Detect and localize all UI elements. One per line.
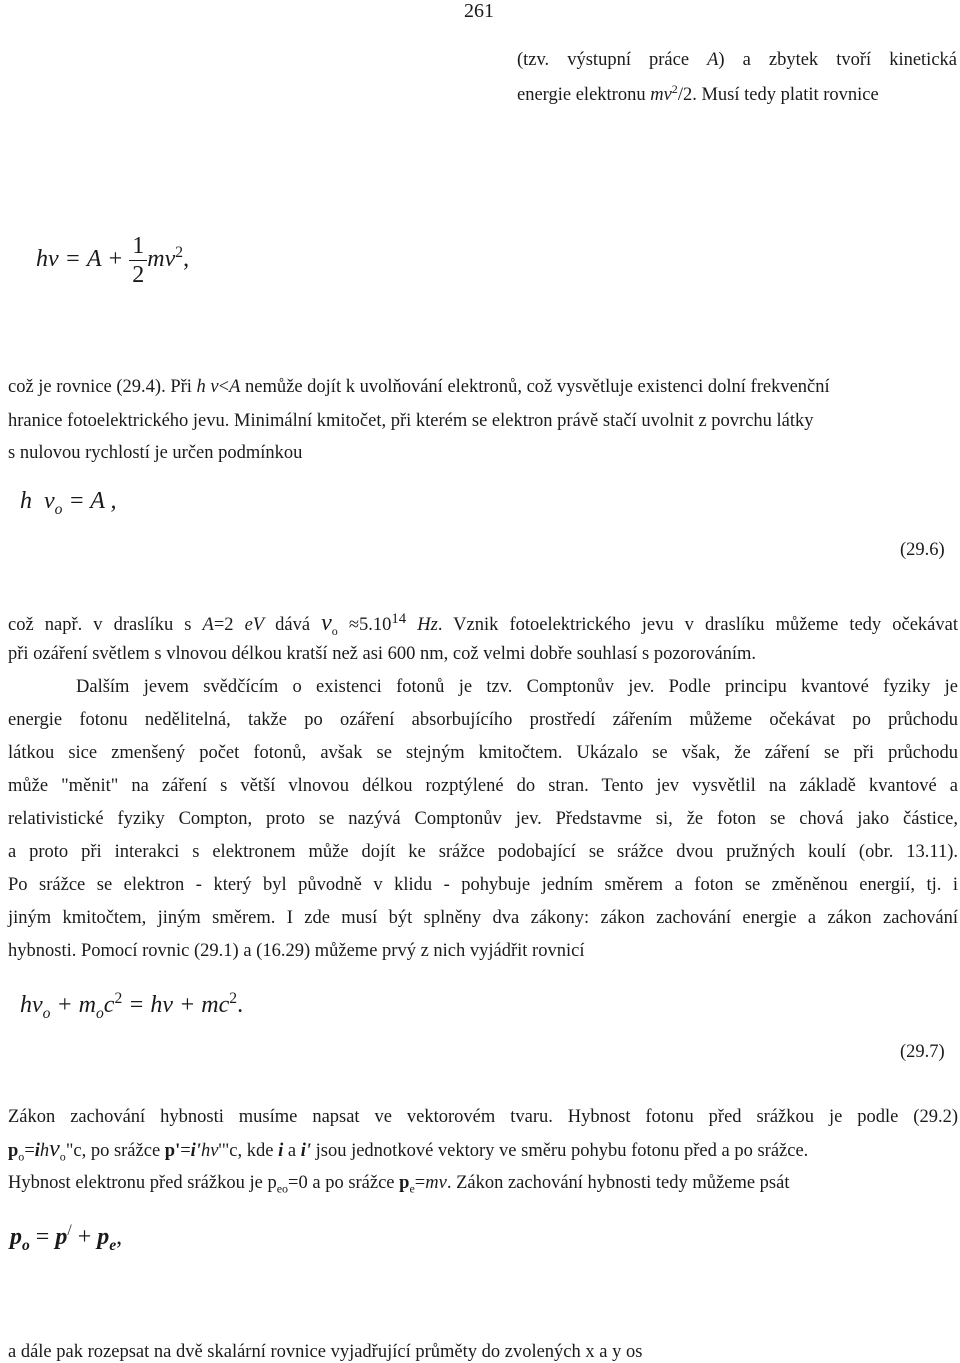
eq-superscript: 2 [175,244,184,262]
eq-rhs: mv [147,246,176,273]
equation-photoelectric [36,232,189,289]
eq-term: hν [20,992,43,1018]
eq-subscript: o [95,1004,104,1022]
eq-superscript: 2 [229,990,238,1007]
text: "c, po srážce [65,1141,165,1161]
intro-text: (tzv. výstupní práce [517,50,708,70]
eq-term: = hν + mc [122,992,230,1018]
eq-vector: p [97,1224,110,1250]
eq-h: h [20,488,32,514]
paragraph-2-line-6: může "měnit" na záření s větší vlnovou délkou rozptýlené do stran. Tento jev vysvětlil na základě kvantové a [8,776,958,796]
eq-end: , [183,246,190,273]
subscript: e [409,1181,415,1196]
eq-operator: = [29,1224,56,1250]
eq-superscript: 2 [114,990,123,1007]
symbol-h-nu: h ν [196,377,219,397]
subscript: o [18,1149,25,1164]
vector-p: p [399,1173,410,1193]
text: . Vznik fotoelektrického jevu v draslíku můžeme tedy očekávat [437,615,958,636]
eq-operator: + [71,1224,98,1250]
text: . Zákon zachování hybnosti tedy můžeme psát [446,1173,790,1193]
paragraph-2-line-5: látkou sice zmenšený počet fotonů, avšak se stejným kmitočtem. Ukázalo se však, že záření se při průchodu [8,743,958,763]
intro-text: /2. Musí tedy platit rovnice [677,85,879,106]
intro-superscript: 2 [671,82,678,96]
paragraph-2-line-8: a proto při interakci s elektronem může dojít ke srážce podobající se srážce dvou pružných koulí (obr. 13.11). [8,842,958,862]
text: =2 [213,615,245,636]
intro-symbol-mv: mv [650,85,672,106]
paragraph-3-line-2 [8,1138,808,1168]
eq-lhs: hν = A + [36,246,130,273]
text: =0 a po srážce [288,1173,400,1193]
eq-fraction [129,232,147,289]
paragraph-2-line-11: hybnosti. Pomocí rovnic (29.1) a (16.29) můžeme prvý z nich vyjádřit rovnicí [8,941,585,961]
eq-denominator: 2 [132,262,145,288]
eq-end: . [237,992,244,1018]
text [406,615,417,635]
exponent: 14 [391,611,407,627]
paragraph-3-line-1: Zákon zachování hybnosti musíme napsat ve vektorovém tvaru. Hybnost fotonu před srážkou je podle (29.2) [8,1107,958,1127]
equation-number-29-7: (29.7) [900,1042,945,1062]
eq-subscript: o [22,1236,30,1254]
paragraph-2-line-4: energie fotonu nedělitelná, takže po ozáření absorbujícího prostředí zářením můžeme očekávat po průchodu [8,710,958,730]
vector-i-prime: i' [190,1141,201,1161]
text: = [414,1173,426,1193]
vector-i-prime: i' [300,1141,311,1161]
vector-p: p [8,1141,19,1161]
text: '"c, kde [218,1141,279,1161]
unit-ev: eV [244,615,265,636]
intro-text: ) a zbytek tvoří kinetická [718,50,957,70]
text: což je rovnice (29.4). Při [8,377,197,397]
intro-line-1 [517,50,957,71]
text: jsou jednotkové vektory ve směru pohybu fotonu před a po srážce. [310,1141,809,1161]
symbol-p: p [267,1173,277,1193]
eq-subscript: o [42,1004,51,1022]
final-line: a dále pak rozepsat na dvě skalární rovnice vyjadřující průměty do zvolených x a y os [8,1342,643,1362]
symbol-nu: ν [49,1136,60,1162]
subscript: eo [276,1181,289,1196]
intro-line-2 [517,82,879,106]
symbol-h: h [200,1141,211,1161]
symbol-a: A [202,615,214,636]
paragraph-1-line-2: hranice fotoelektrického jevu. Minimální kmitočet, při kterém se elektron právě stačí uvolnit z povrchu látky [8,411,814,431]
intro-symbol-a: A [707,50,719,70]
text: nemůže dojít k uvolňování elektronů, což vysvětluje existenci dolní frekvenční [240,377,830,397]
eq-subscript: e [109,1236,117,1254]
paragraph-2-line-10: jiným kmitočtem, jiným směrem. I zde musí být splněny dva zákony: zákon zachování energie a zákon zachování [8,908,958,928]
eq-end: , [116,1224,123,1250]
text: < [218,377,230,397]
subscript: o [59,1149,66,1164]
unit-hz: Hz [417,615,438,636]
equation-energy-conservation [20,990,243,1023]
text: = [24,1141,35,1161]
eq-subscript: o [54,500,63,518]
symbol-h: h [39,1141,50,1161]
paragraph-3-line-3 [8,1172,789,1200]
text: a [283,1141,301,1161]
text: = [180,1141,191,1161]
paragraph-1-line-3: s nulovou rychlostí je určen podmínkou [8,443,303,463]
eq-term: + m [50,992,96,1018]
equation-number-29-6: (29.6) [900,540,945,560]
eq-numerator: 1 [129,232,147,261]
paragraph-2-line-7: relativistické fyziky Compton, proto se nazývá Comptonův jev. Představme si, že foton se chová jako částice, [8,809,958,829]
equation-threshold [20,488,116,519]
subscript: o [331,623,338,638]
paragraph-2-line-1 [8,608,958,642]
symbol-a: A [229,377,241,397]
eq-nu: ν [44,488,55,514]
text: ≈5.10 [337,615,392,636]
page-number: 261 [464,0,494,22]
symbol-nu: ν [321,610,332,637]
paragraph-2-line-2: při ozáření světlem s vlnovou délkou kratší než asi 600 nm, což velmi dobře souhlasí s pozorováním. [8,644,757,664]
paragraph-1-line-1 [8,376,830,398]
vector-i: i [278,1141,284,1161]
text: dává [264,615,322,636]
equation-momentum-conservation [10,1222,122,1255]
eq-vector: p [55,1224,68,1250]
text: Hybnost elektronu před srážkou je [8,1173,268,1193]
paragraph-2-line-9: Po srážce se elektron - který byl původně v klidu - pohybuje jedním směrem a foton se změněnou energií, tj. i [8,875,958,895]
eq-prime: / [67,1222,72,1239]
text: což např. v draslíku s [8,615,203,636]
vector-p-prime: p' [164,1141,181,1161]
eq-term: c [103,992,115,1018]
intro-text: energie elektronu [517,85,651,106]
symbol-nu: ν [210,1141,219,1161]
symbol-mv: mv [425,1173,447,1193]
vector-i: i [34,1141,40,1161]
eq-vector: p [10,1224,22,1250]
eq-rest: = A , [62,488,117,514]
paragraph-2-line-3: Dalším jevem svědčícím o existenci fotonů je tzv. Comptonův jev. Podle principu kvantové fyziky je [76,677,958,697]
